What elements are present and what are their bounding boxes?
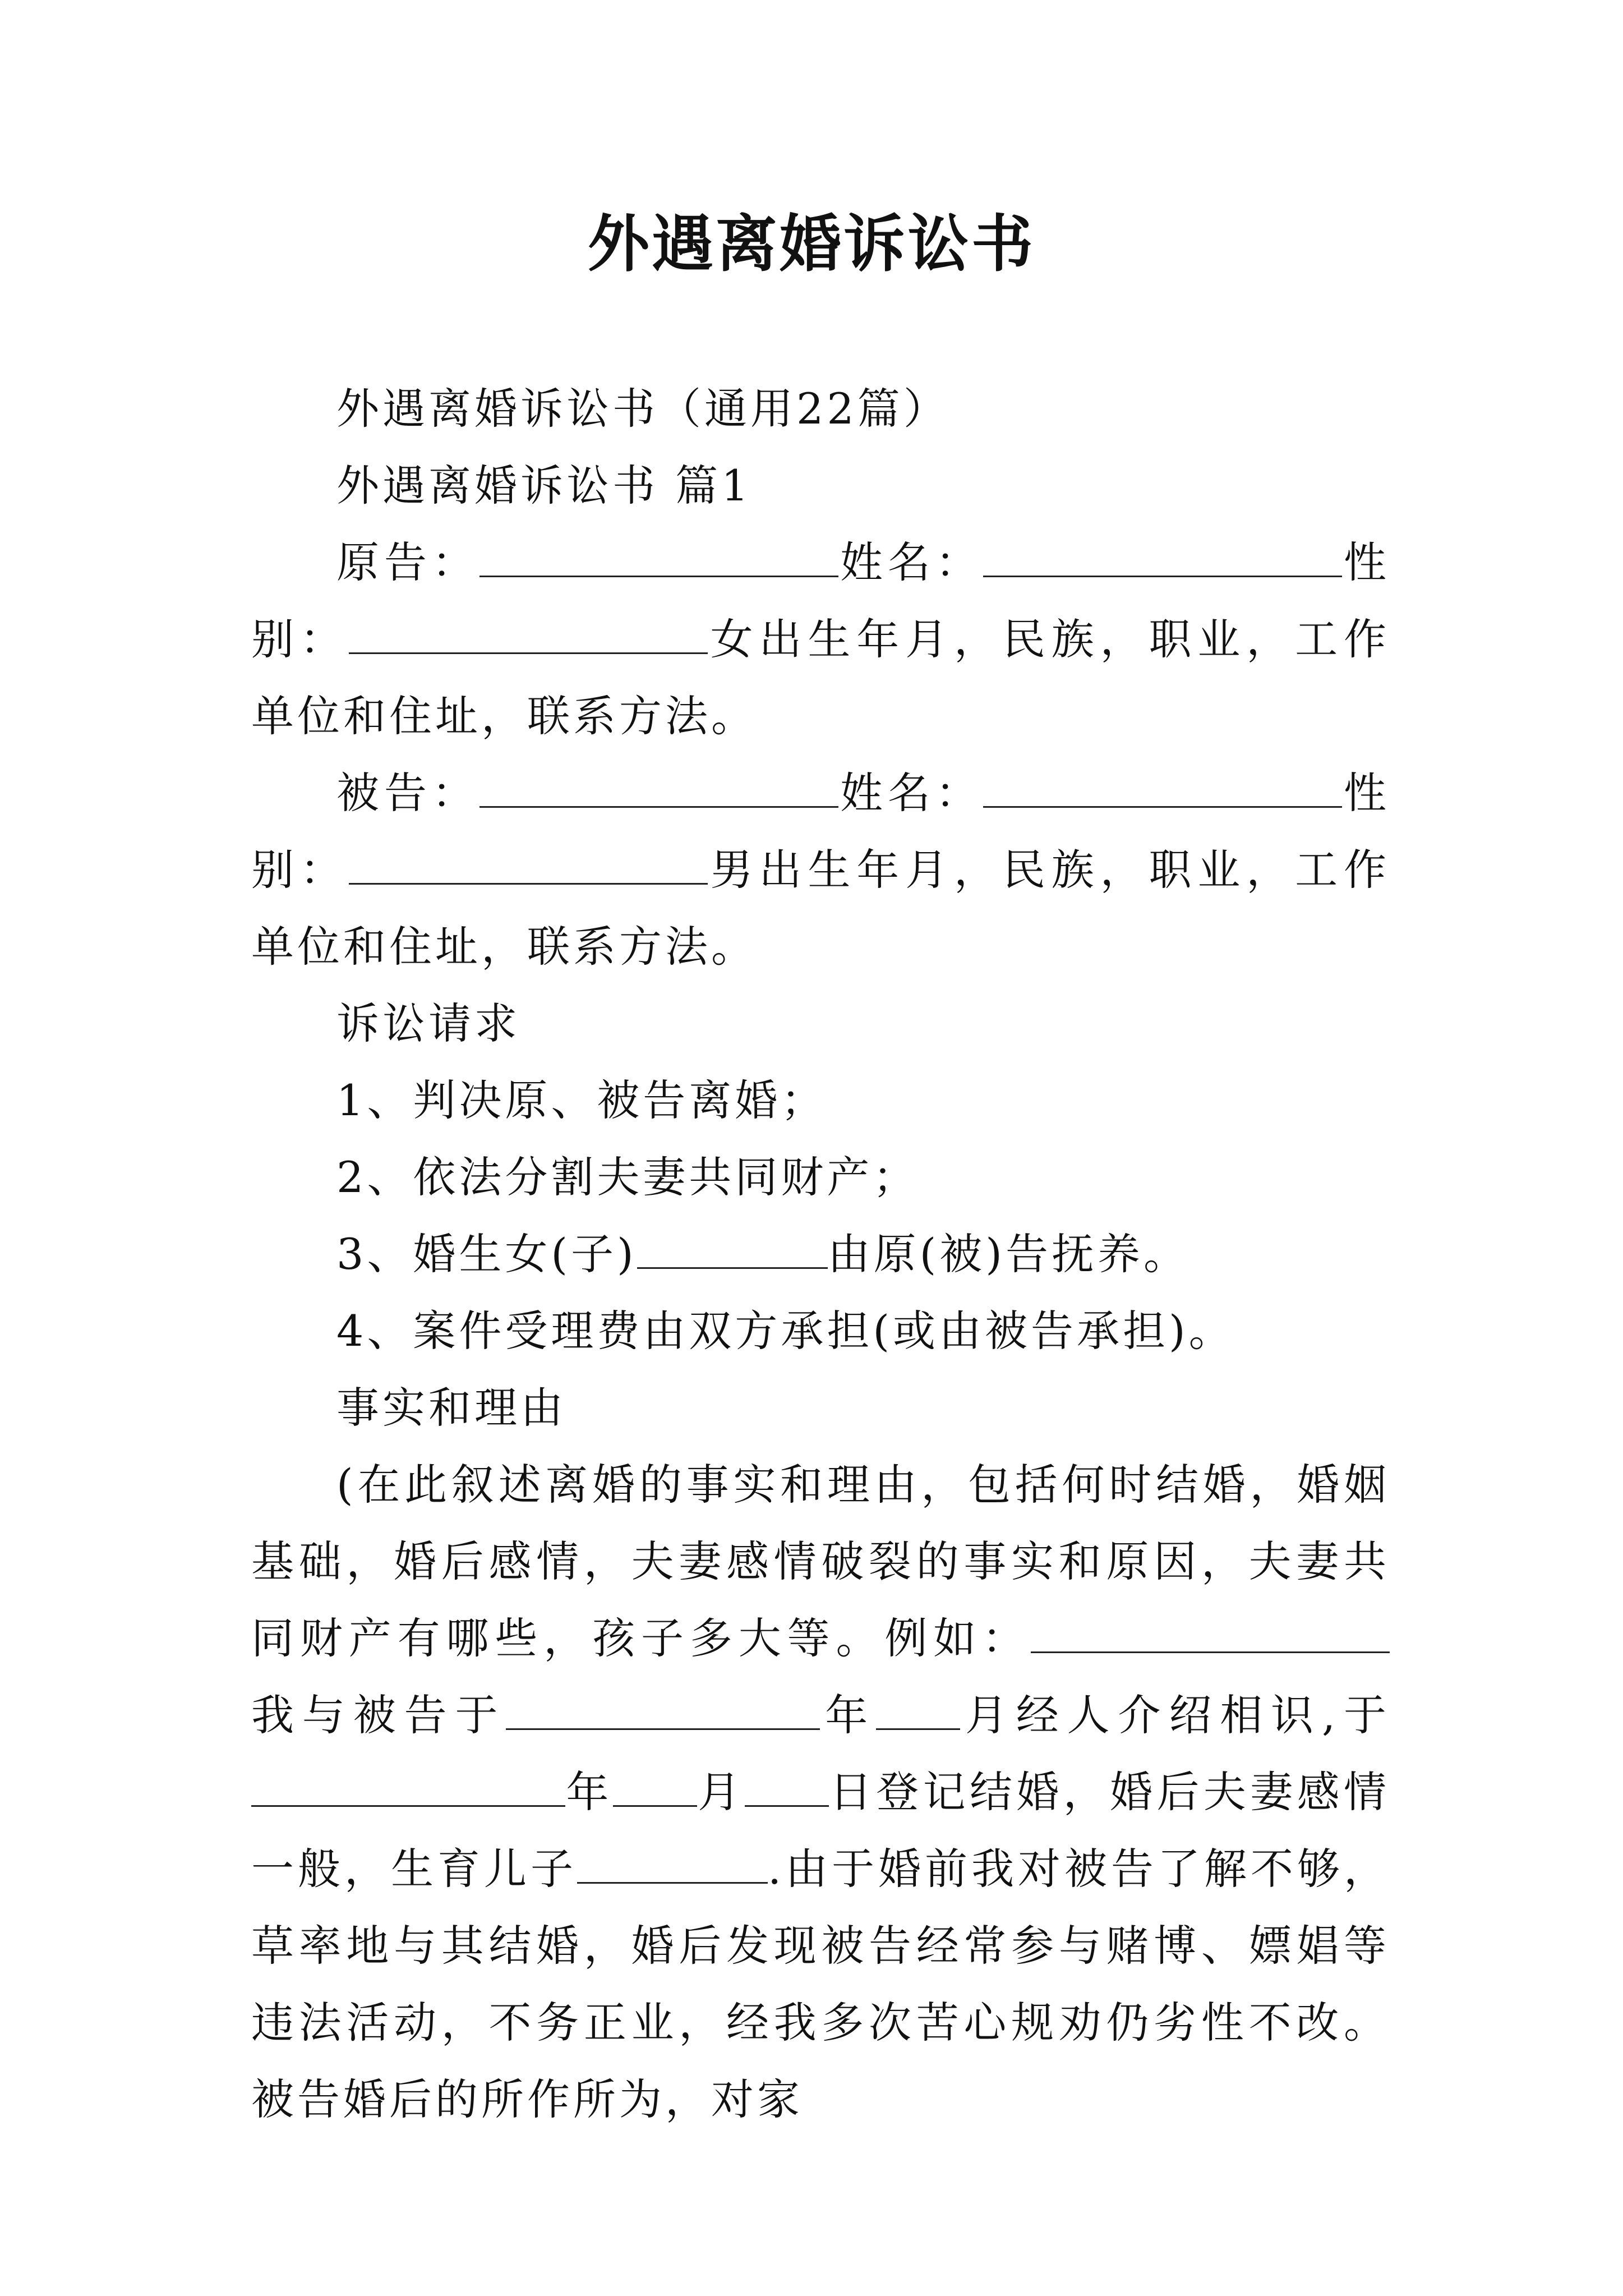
facts-text-2: 我与被告于 [251,1690,506,1740]
plaintiff-blank [479,535,838,577]
document-body [251,370,1390,2138]
defendant-name-blank [983,766,1342,808]
meet-year-blank [506,1688,820,1730]
claim-item [251,1216,1390,1292]
defendant-details: 男出生年月，民族，职业，工作单位和住址，联系方法。 [251,845,1390,972]
facts-text-3: 年 [820,1690,877,1740]
facts-paragraph [251,1446,1390,2138]
marry-day-blank [745,1765,829,1807]
defendant-blank [479,766,838,808]
plaintiff-details: 女出生年月，民族，职业，工作单位和住址，联系方法。 [251,614,1390,741]
document-title: 外遇离婚诉讼书 [588,208,1035,280]
facts-text-8: .由于婚前我对被告了解不够，草率地与其结婚，婚后发现被告经常参与赌博、嫖娼等违法活动，不务正业，经我多次苦心规劝仍劣性不改。被告婚后的所作所为，对家 [251,1844,1390,2124]
claim-3-start: 3、婚生女(子) [336,1229,637,1279]
plaintiff-name-blank [983,535,1342,577]
plaintiff-name-label: 姓名： [838,537,983,587]
plaintiff-gender-label: 性别： [251,537,1390,664]
subtitle: 外遇离婚诉讼书（通用22篇） [336,384,949,434]
child-blank [637,1227,828,1269]
example-blank [1031,1611,1390,1653]
facts-text-5: 年 [565,1767,613,1817]
defendant-paragraph [251,754,1390,985]
claims-heading: 诉讼请求 [336,999,520,1048]
claim-item: 2、依法分割夫妻共同财产； [336,1152,919,1202]
claim-3-end: 由原(被)告抚养。 [827,1229,1189,1279]
defendant-gender-label: 性别： [251,768,1390,895]
facts-heading: 事实和理由 [336,1383,566,1433]
plaintiff-label: 原告： [336,537,479,587]
plaintiff-gender-blank [349,612,708,654]
meet-month-blank [876,1688,960,1730]
section-heading: 外遇离婚诉讼书 篇1 [336,461,752,510]
defendant-gender-blank [349,843,708,885]
marry-year-blank [251,1765,565,1807]
claim-item: 1、判决原、被告离婚； [336,1075,827,1125]
marry-month-blank [613,1765,697,1807]
defendant-label: 被告： [336,768,479,818]
plaintiff-paragraph [251,524,1390,754]
facts-text-6: 月 [697,1767,745,1817]
facts-text-1: (在此叙述离婚的事实和理由，包括何时结婚，婚姻基础，婚后感情，夫妻感情破裂的事实和原因，夫妻共同财产有哪些，孩子多大等。例如： [251,1460,1390,1663]
son-blank [577,1842,768,1884]
defendant-name-label: 姓名： [838,768,983,818]
facts-text-4: 月经人介绍相识,于 [960,1690,1390,1740]
facts-text-7: 日登记结婚，婚后夫妻感情一般，生育儿子 [251,1767,1390,1894]
claim-item: 4、案件受理费由双方承担(或由被告承担)。 [336,1306,1235,1356]
